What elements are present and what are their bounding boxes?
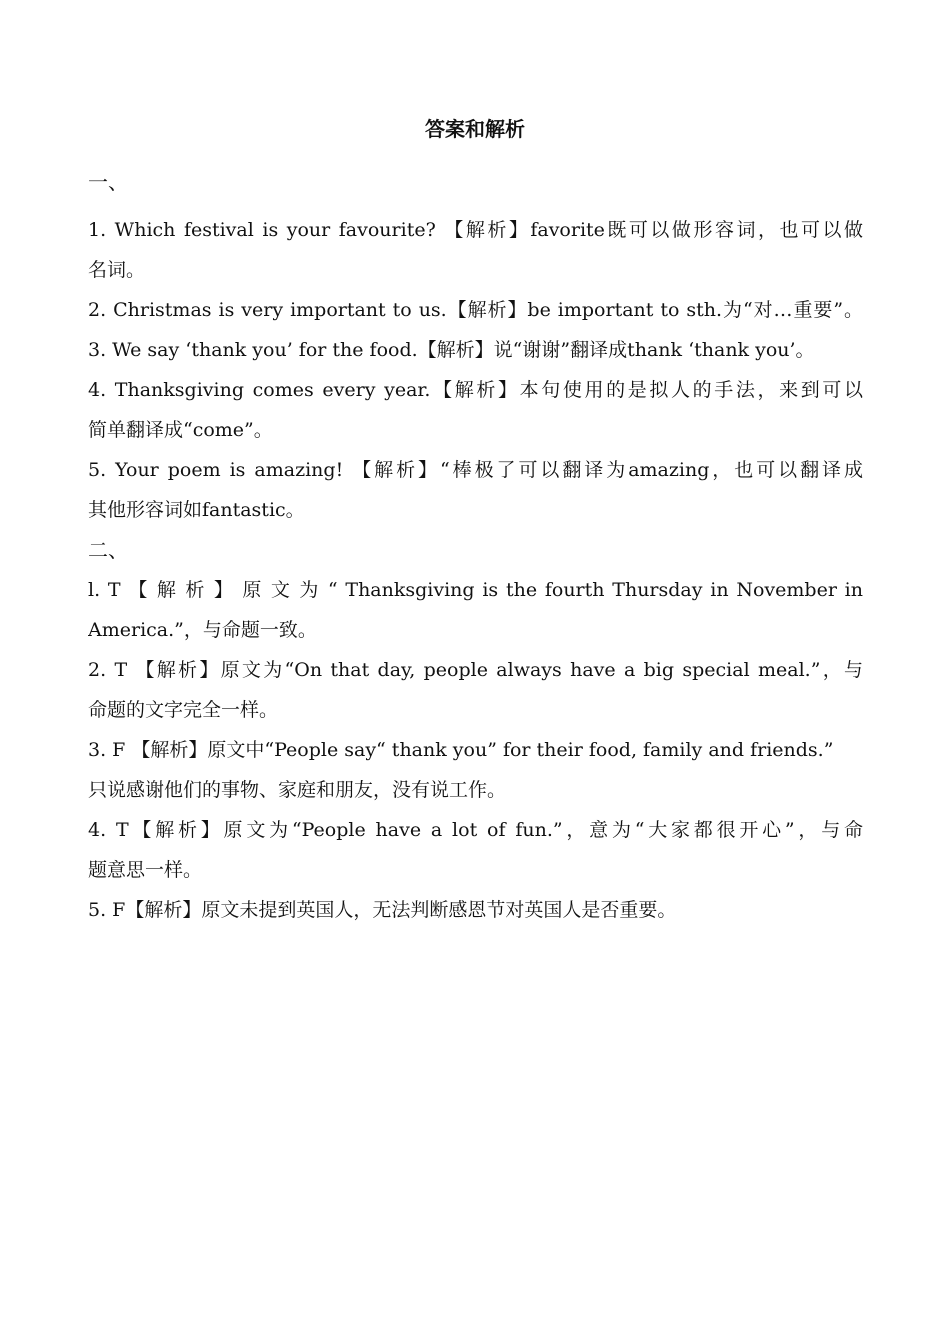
answer-line: 3. F 【解析】原文中“People say“ thank you” for their food, family and friends.”	[88, 739, 834, 761]
section-one-heading: 一、	[88, 170, 128, 194]
answer-line: 题意思一样。	[88, 859, 203, 881]
answer-line: 简单翻译成“come”。	[88, 419, 273, 441]
answer-line: 2. Christmas is very important to us.【解析】be important to sth.为“对…重要”。	[88, 299, 863, 321]
answer-line: 2. T 【解析】原文为“On that day, people always have a big special meal.”，与	[88, 659, 863, 681]
answer-line: 5. Your poem is amazing! 【解析】“棒极了可以翻译为amazing，也可以翻译成	[88, 459, 863, 481]
answer-line: 命题的文字完全一样。	[88, 699, 279, 721]
page-title: 答案和解析	[425, 117, 525, 141]
answer-line: l. T 【 解 析 】 原 文 为 “ Thanksgiving is the fourth Thursday in November in	[88, 579, 863, 601]
answer-line: 3. We say ‘thank you’ for the food.【解析】说“谢谢”翻译成thank ‘thank you’。	[88, 339, 815, 361]
answer-content	[88, 164, 863, 930]
answer-line: 只说感谢他们的事物、家庭和朋友，没有说工作。	[88, 779, 507, 801]
answer-line: 4. Thanksgiving comes every year.【解析】本句使用的是拟人的手法，来到可以	[88, 379, 863, 401]
answer-line: 5. F【解析】原文未提到英国人，无法判断感恩节对英国人是否重要。	[88, 899, 677, 921]
answer-line: America.”，与命题一致。	[88, 619, 317, 641]
answer-line: 名词。	[88, 259, 146, 281]
answer-line: 其他形容词如fantastic。	[88, 499, 305, 521]
answer-line: 4. T【解析】原文为“People have a lot of fun.”，意为“大家都很开心”，与命	[88, 819, 863, 841]
section-two-heading: 二、	[88, 538, 128, 562]
answer-line: 1. Which festival is your favourite? 【解析】favorite既可以做形容词，也可以做	[88, 219, 863, 241]
